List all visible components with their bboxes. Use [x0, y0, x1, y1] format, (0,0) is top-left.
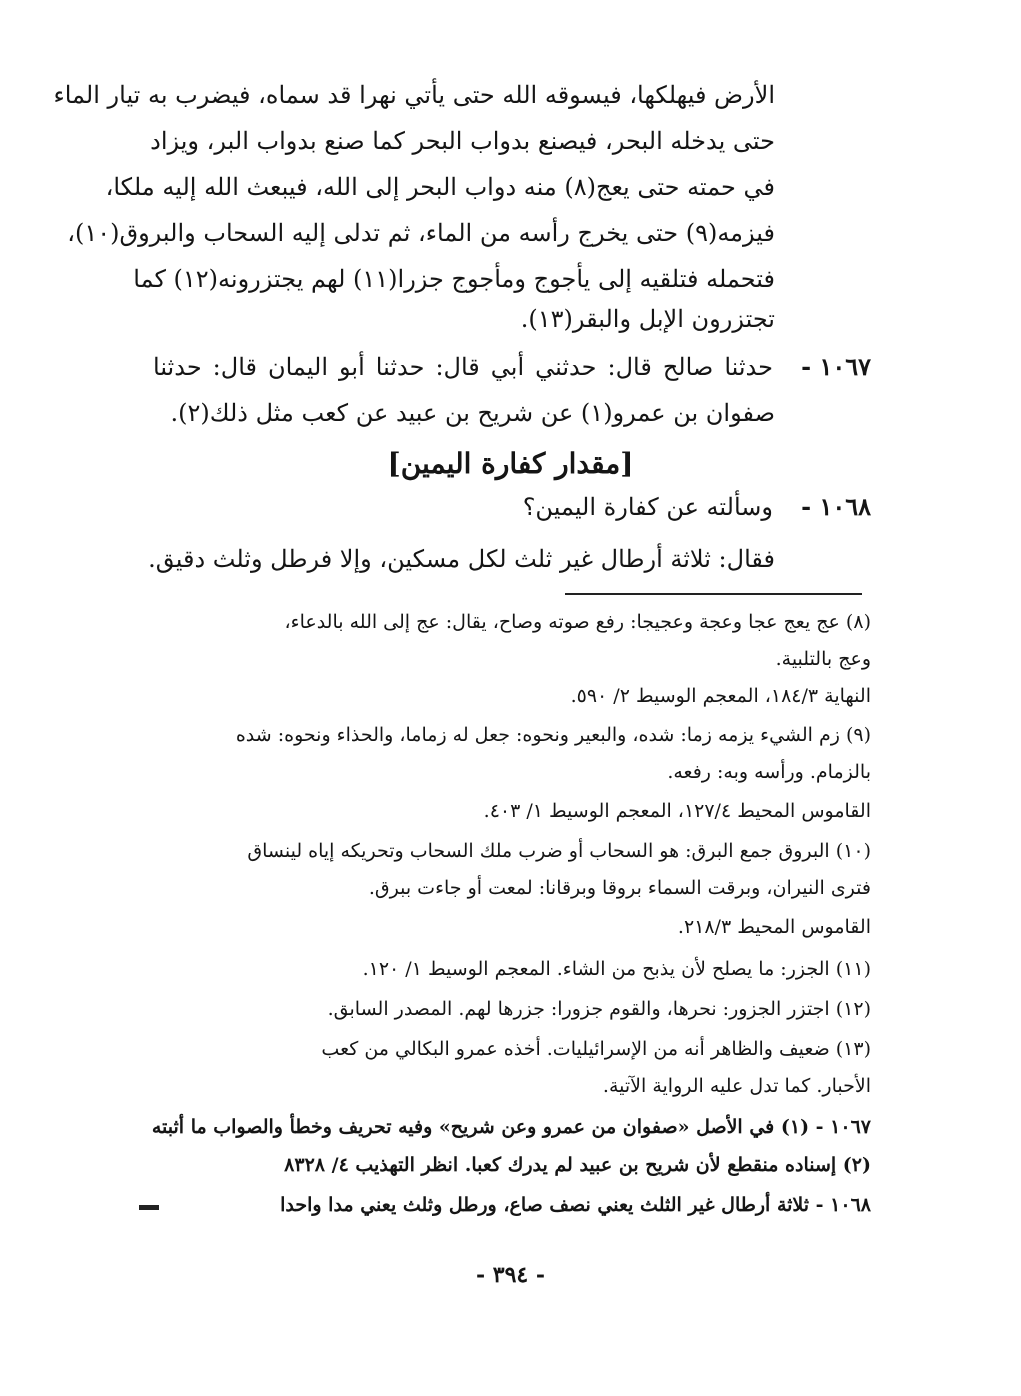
entry-text: حدثنا صالح قال: حدثني أبي قال: حدثنا أبو اليمان قال: حدثنا — [153, 353, 773, 381]
footnote-line: الأحبار. كما تدل عليه الرواية الآتية. — [602, 1075, 871, 1097]
body-line: تجتزرون الإبل والبقر(١٣). — [520, 305, 775, 333]
note-line: ١٠٦٧ - (١) في الأصل «صفوان من عمرو وعن شريح» وفيه تحريف وخطأ والصواب ما أثبته — [151, 1116, 871, 1138]
body-line: في حمته حتى يعج(٨) منه دواب البحر إلى الله، فيبعث الله إليه ملكا، — [105, 173, 775, 201]
entry-1068-line-1 — [149, 485, 871, 529]
section-heading: [مقدار كفارة اليمين] — [387, 447, 634, 480]
body-line: الأرض فيهلكها، فيسوقه الله حتى يأتي نهرا قد سماه، فيضرب به تيار الماء — [53, 81, 775, 109]
entry-text: وسألته عن كفارة اليمين؟ — [522, 493, 773, 521]
footnote-line: (٩) زم الشيء يزمه زما: شده، والبعير ونحوه: جعل له زماما، والحذاء ونحوه: شده — [235, 724, 871, 746]
footnote-line: (١٢) اجتزر الجزور: نحرها، والقوم جزورا: جزرها لهم. المصدر السابق. — [327, 998, 871, 1020]
body-line: فتحمله فتلقيه إلى يأجوج ومأجوج جزرا(١١) لهم يجتزرونه(١٢) كما — [133, 265, 775, 293]
footnote-line: بالزمام. ورأسه وبه: رفعه. — [667, 761, 871, 783]
footnote-line: (١٠) البروق جمع البرق: هو السحاب أو ضرب ملك السحاب وتحريكه إياه لينساق — [247, 840, 871, 862]
footnote-line: النهاية ١٨٤/٣، المعجم الوسيط ٢/ ٥٩٠. — [570, 685, 871, 707]
footnote-line: (١٣) ضعيف والظاهر أنه من الإسرائيليات. أخذه عمرو البكالي من كعب — [321, 1038, 871, 1060]
footnote-line: القاموس المحيط ١٢٧/٤، المعجم الوسيط ١/ ٤٠٣. — [483, 800, 871, 822]
footnote-line: القاموس المحيط ٢١٨/٣. — [677, 916, 871, 938]
note-line: (٢) إسناده منقطع لأن شريح بن عبيد لم يدرك كعبا. انظر التهذيب ٤/ ٨٣٢٨ — [284, 1154, 871, 1176]
footnote-separator — [565, 593, 862, 595]
body-line: فيزمه(٩) حتى يخرج رأسه من الماء، ثم تدلى إليه السحاب والبروق(١٠)، — [67, 219, 775, 247]
footnote-line: فترى النيران، وبرقت السماء بروقا وبرقانا: لمعت أو جاءت ببرق. — [368, 877, 871, 899]
footnote-line: وعج بالتلبية. — [775, 648, 871, 670]
entry-number: ١٠٦٨ - — [801, 492, 871, 521]
page-number: - ٣٩٤ - — [475, 1262, 546, 1288]
margin-mark — [139, 1205, 159, 1210]
note-line: ١٠٦٨ - ثلاثة أرطال غير الثلث يعني نصف صاع، ورطل وثلث يعني مدا واحدا — [280, 1194, 871, 1216]
footnote-line: (٨) عج يعج عجا وعجة وعجيجا: رفع صوته وصاح، يقال: عج إلى الله بالدعاء، — [284, 611, 871, 633]
entry-1068-line-2: فقال: ثلاثة أرطال غير ثلث لكل مسكين، وإلا فرطل وثلث دقيق. — [148, 545, 775, 573]
entry-number: ١٠٦٧ - — [801, 352, 871, 381]
footnote-line: (١١) الجزر: ما يصلح لأن يذبح من الشاء. المعجم الوسيط ١/ ١٢٠. — [362, 958, 871, 980]
entry-1067-line-2: صفوان بن عمرو(١) عن شريح بن عبيد عن كعب مثل ذلك(٢). — [170, 399, 775, 427]
entry-1067-line-1 — [149, 345, 871, 389]
body-line: حتى يدخله البحر، فيصنع بدواب البحر كما صنع بدواب البر، ويزاد — [150, 127, 775, 155]
